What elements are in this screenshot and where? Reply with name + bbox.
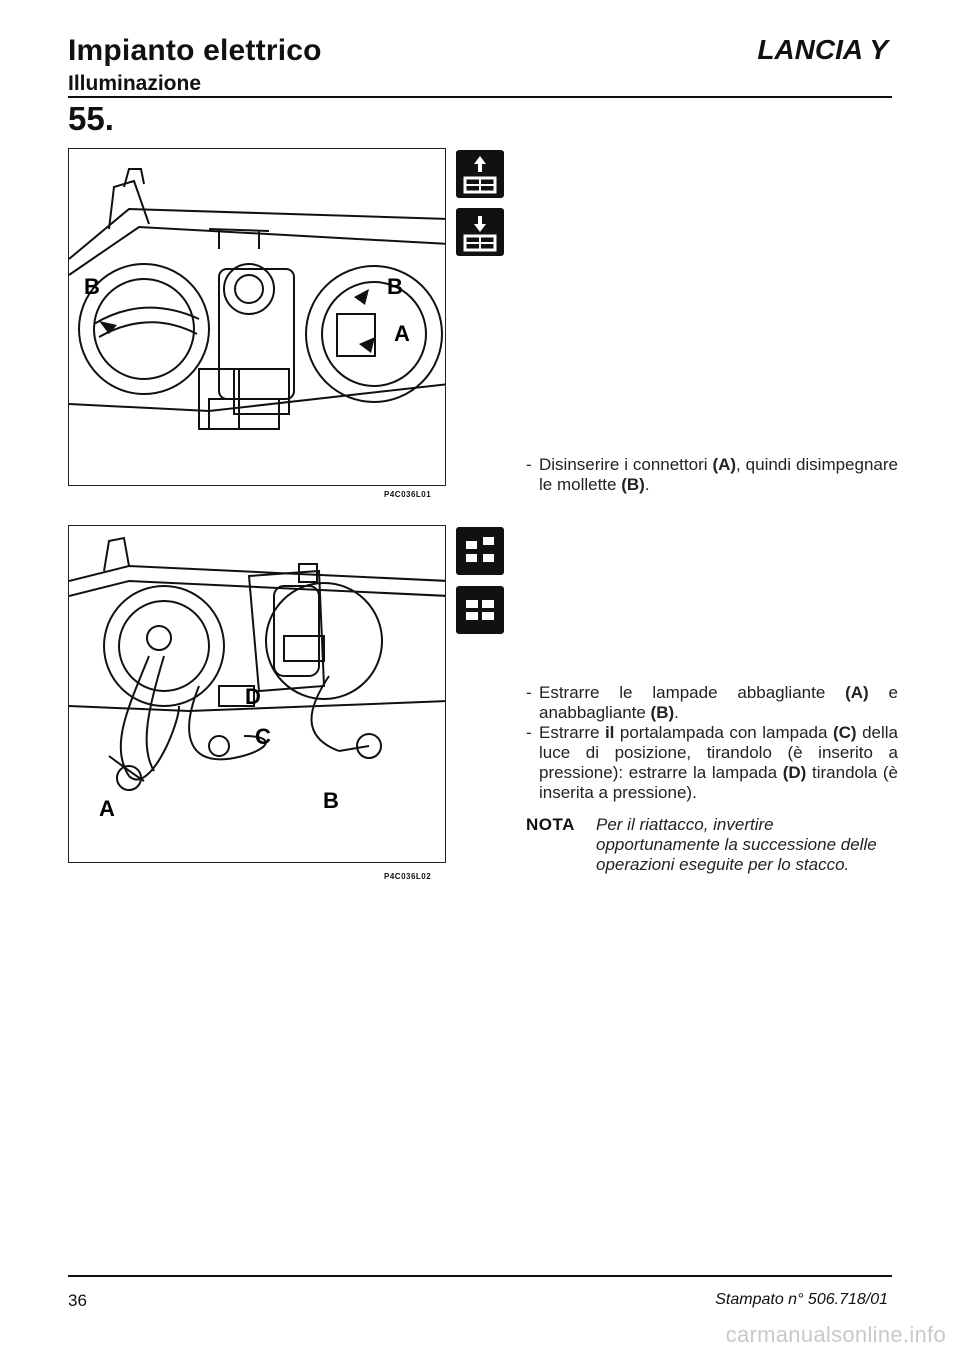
figure-1-drawing xyxy=(69,149,445,485)
header-rule xyxy=(68,96,892,98)
figure-1-callout-b-left: B xyxy=(84,274,100,299)
headlamp-refit-icon xyxy=(456,208,504,256)
instruction-step-2 xyxy=(526,683,898,803)
header-subtitle: Illuminazione xyxy=(68,72,202,95)
footer-rule xyxy=(68,1275,892,1277)
figure-2-drawing xyxy=(69,526,445,862)
instruction-item: - Estrarre le lampade abbagliante (A) e anabbagliante (B). xyxy=(526,683,898,723)
figure-2-callout-c: C xyxy=(255,724,271,749)
note-label: NOTA xyxy=(526,815,575,834)
page-number: 36 xyxy=(68,1291,87,1310)
figure-2-callout-d: D xyxy=(245,684,261,709)
section-number: 55. xyxy=(68,100,114,137)
headlamp-remove-icon xyxy=(456,150,504,198)
instruction-item: - Disinserire i connettori (A), quindi disimpegnare le mollette (B). xyxy=(526,455,898,495)
watermark: carmanualsonline.info xyxy=(725,1322,946,1347)
figure-1-callout-b-right: B xyxy=(387,274,403,299)
instruction-item: - Estrarre il portalampada con lampada (C) della luce di posizione, tirandolo (è inserito a pressione): estrarre la lampada (D) tirandola (è inserita a pressione). xyxy=(526,723,898,803)
figure-2-callout-b: B xyxy=(323,788,339,813)
figure-1-code: P4C036L01 xyxy=(384,490,432,499)
figure-1-callout-a: A xyxy=(394,321,410,346)
figure-2-callout-a: A xyxy=(99,796,115,821)
figure-1 xyxy=(68,148,446,486)
assemble-icon xyxy=(456,586,504,634)
header-title: Impianto elettrico xyxy=(68,34,322,67)
disassemble-icon xyxy=(456,527,504,575)
header-brand: LANCIA Y xyxy=(757,34,888,65)
figure-2-code: P4C036L02 xyxy=(384,872,432,881)
instruction-step-1 xyxy=(526,455,898,495)
printed-reference: Stampato n° 506.718/01 xyxy=(715,1291,888,1308)
figure-2 xyxy=(68,525,446,863)
note-text: Per il riattacco, invertire opportunamente la successione delle operazioni eseguite per lo stacco. xyxy=(596,815,877,874)
